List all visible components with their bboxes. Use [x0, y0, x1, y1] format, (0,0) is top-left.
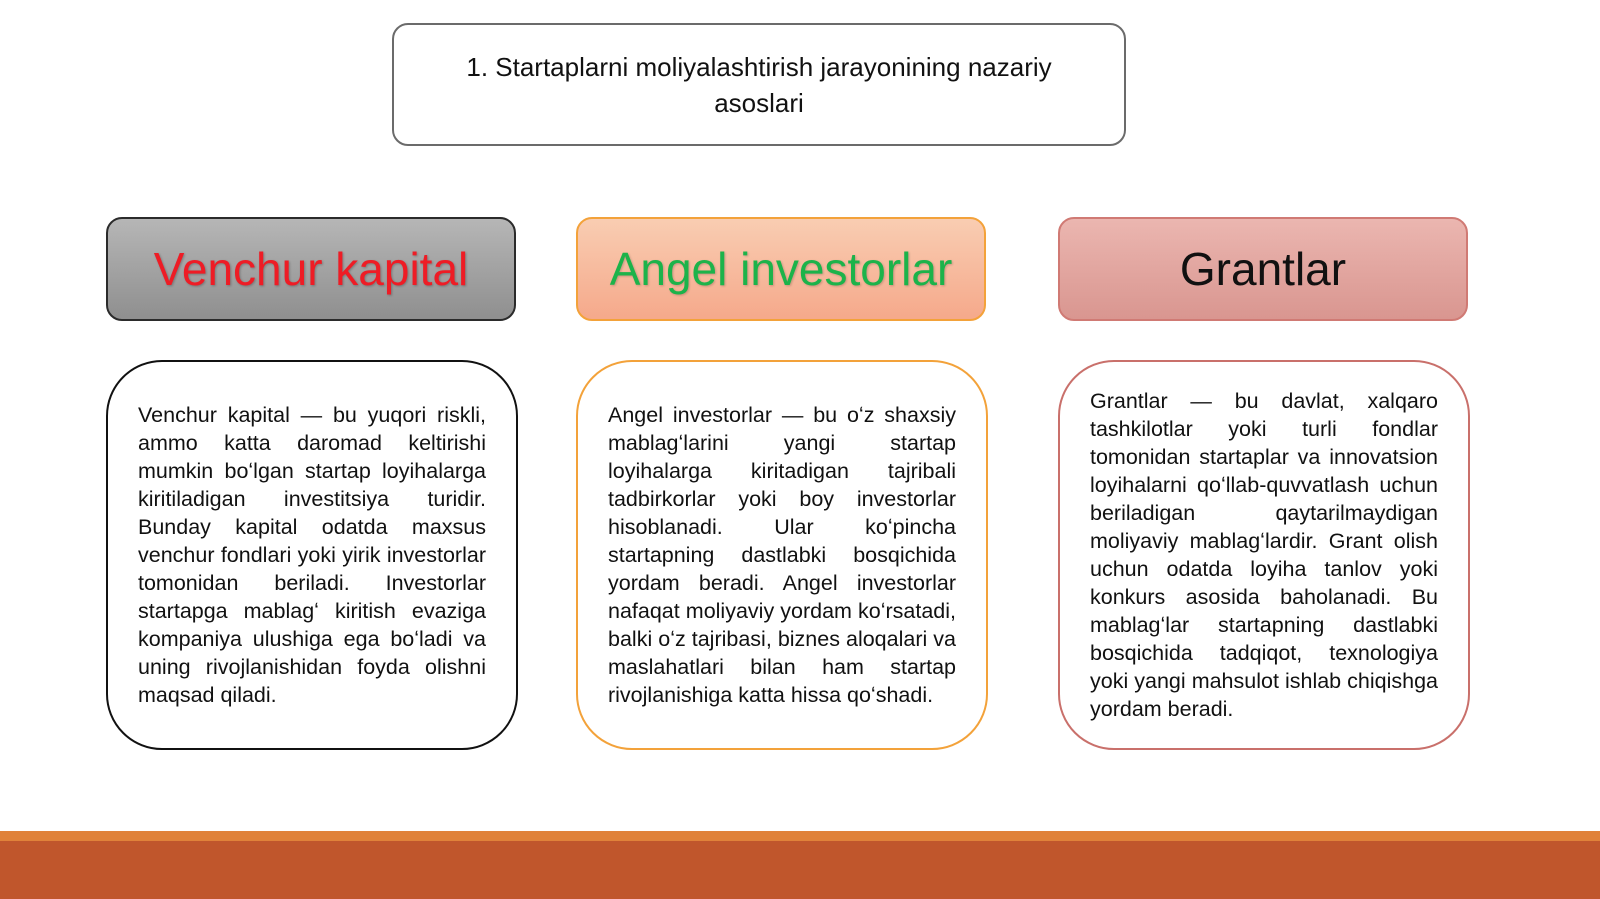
slide-title: 1. Startaplarni moliyalashtirish jarayonining nazariy asoslari: [466, 51, 1052, 118]
card-angel-investorlar: [576, 360, 988, 750]
card-angel-investorlar-text: Angel investorlar — bu oʻz shaxsiy mablagʻlarini yangi startap loyihalarga kiritadigan tajribali tadbirkorlar yoki boy investorlar hisoblanadi. Ular koʻpincha startapning dastlabki bosqichida yordam beradi. Angel investorlar nafaqat moliyaviy yordam koʻrsatadi, balki oʻz tajribasi, biznes aloqalari va maslahatlari bilan ham startap rivojlanishiga katta hissa qoʻshadi.: [608, 403, 956, 707]
card-grantlar-text: Grantlar — bu davlat, xalqaro tashkilotlar yoki turli fondlar tomonidan startaplar va innovatsion loyihalarni qoʻllab-quvvatlash uchun beriladigan qaytarilmaydigan moliyaviy mablagʻlardir. Grant olish uchun odatda loyiha tanlov yoki konkurs asosida baholanadi. Bu mablagʻlar startapning dastlabki bosqichida tadqiqot, texnologiya yoki yangi mahsulot ishlab chiqishga yordam beradi.: [1090, 389, 1438, 721]
slide-title-box: [392, 23, 1126, 146]
footer-bar: [0, 841, 1600, 899]
footer-accent-line: [0, 831, 1600, 841]
card-venchur-kapital-text: Venchur kapital — bu yuqori riskli, ammo katta daromad keltirishi mumkin boʻlgan startap loyihalarga kiritiladigan investitsiya turidir. Bunday kapital odatda maxsus venchur fondlari yoki yirik investorlar tomonidan beriladi. Investorlar startapga mablagʻ kiritish evaziga kompaniya ulushiga ega boʻladi va uning rivojlanishidan foyda olishni maqsad qiladi.: [138, 403, 486, 707]
card-grantlar: [1058, 360, 1470, 750]
heading-venchur-kapital: [106, 217, 516, 321]
heading-venchur-kapital-label: Venchur kapital: [153, 243, 469, 295]
heading-angel-investorlar: [576, 217, 986, 321]
heading-grantlar-label: Grantlar: [1179, 243, 1347, 295]
card-venchur-kapital: [106, 360, 518, 750]
heading-angel-investorlar-label: Angel investorlar: [609, 243, 953, 295]
heading-grantlar: [1058, 217, 1468, 321]
